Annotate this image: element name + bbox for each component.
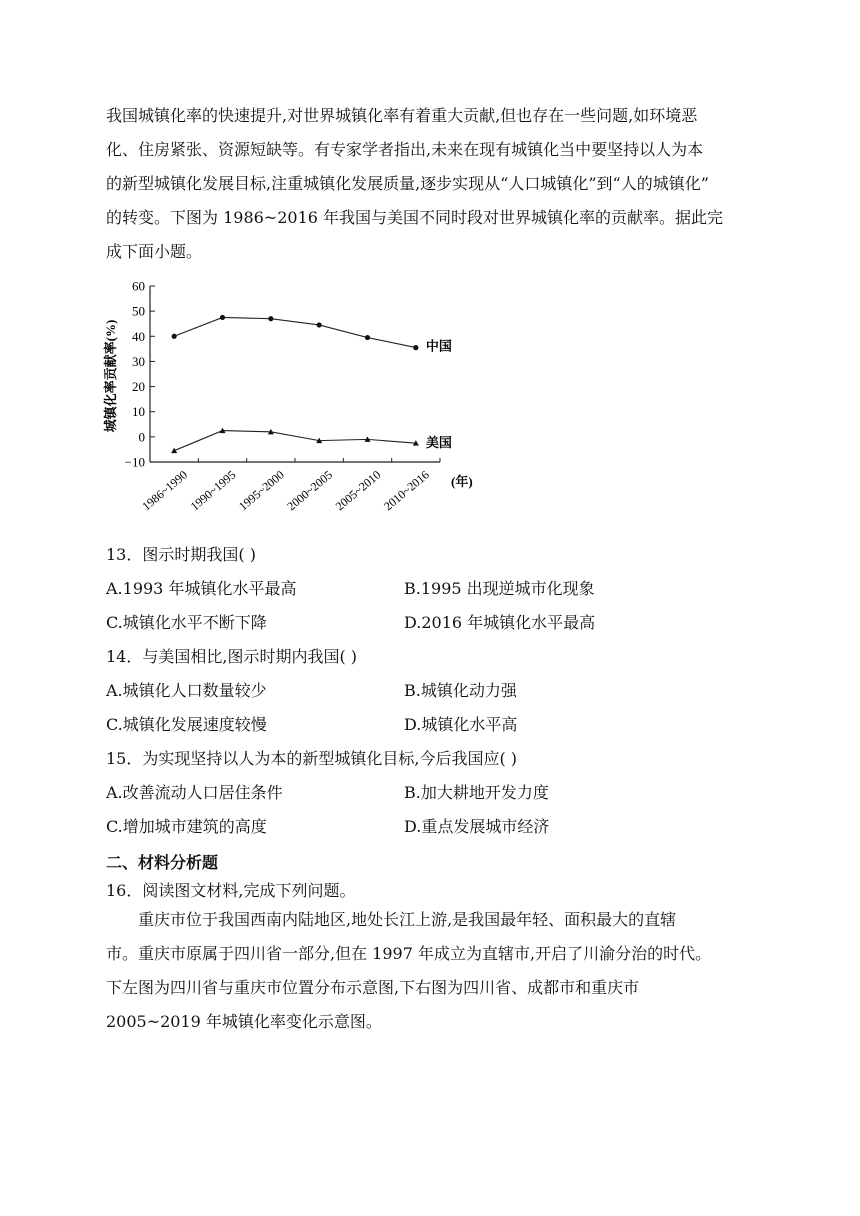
- material-line: 重庆市位于我国西南内陆地区,地处长江上游,是我国最年轻、面积最大的直辖: [138, 910, 677, 929]
- question-16-stem: 16．阅读图文材料,完成下列问题。: [106, 881, 356, 900]
- question-13-stem: 13．图示时期我国( ): [106, 545, 256, 564]
- question-15-stem: 15．为实现坚持以人为本的新型城镇化目标,今后我国应( ): [106, 749, 518, 768]
- data-point: [317, 322, 322, 327]
- material-line: 市。重庆市原属于四川省一部分,但在 1997 年成立为直辖市,开启了川渝分治的时代。: [106, 944, 712, 963]
- data-point: [268, 316, 273, 321]
- q13-option-b[interactable]: B.1995 出现逆城市化现象: [404, 579, 595, 598]
- intro-line: 的转变。下图为 1986~2016 年我国与美国不同时段对世界城镇化率的贡献率。据此完: [106, 208, 724, 227]
- q15-option-a[interactable]: A.改善流动人口居住条件: [106, 783, 283, 802]
- series-line-china: [174, 317, 416, 347]
- q14-option-a[interactable]: A.城镇化人口数量较少: [106, 681, 267, 700]
- y-tick-label: 30: [132, 353, 145, 369]
- x-tick-label: 2010~2016: [381, 467, 432, 514]
- y-tick-label: 0: [138, 429, 145, 445]
- series-label: 中国: [425, 338, 452, 354]
- q15-option-c[interactable]: C.增加城市建筑的高度: [106, 817, 267, 836]
- y-tick-label: 60: [132, 278, 145, 294]
- material-line: 下左图为四川省与重庆市位置分布示意图,下右图为四川省、成都市和重庆市: [106, 978, 640, 997]
- intro-line: 成下面小题。: [106, 242, 203, 261]
- data-point: [220, 315, 225, 320]
- series-line-usa: [174, 431, 416, 451]
- intro-line: 化、住房紧张、资源短缺等。有专家学者指出,未来在现有城镇化当中要坚持以人为本: [106, 140, 704, 159]
- y-tick-label: −10: [124, 454, 145, 470]
- question-14-stem: 14．与美国相比,图示时期内我国( ): [106, 647, 358, 666]
- y-axis-label: 城镇化率贡献率(%): [103, 319, 118, 433]
- y-tick-label: 20: [132, 379, 145, 395]
- y-tick-label: 50: [132, 303, 145, 319]
- q14-option-b[interactable]: B.城镇化动力强: [404, 681, 517, 700]
- urbanization-contribution-chart: [100, 272, 500, 534]
- section-2-title: 二、材料分析题: [106, 853, 219, 872]
- q15-option-b[interactable]: B.加大耕地开发力度: [404, 783, 549, 802]
- series-label: 美国: [425, 435, 452, 451]
- data-point: [172, 334, 177, 339]
- x-tick-label: 2000~2005: [284, 467, 336, 514]
- material-paragraph: [106, 903, 766, 1039]
- x-axis-label: (年): [451, 474, 473, 489]
- data-point: [365, 335, 370, 340]
- x-tick-label: 1986~1990: [139, 467, 191, 514]
- q14-option-c[interactable]: C.城镇化发展速度较慢: [106, 715, 267, 734]
- q13-option-d[interactable]: D.2016 年城镇化水平最高: [404, 613, 596, 632]
- q13-option-a[interactable]: A.1993 年城镇化水平最高: [106, 579, 297, 598]
- intro-line: 的新型城镇化发展目标,注重城镇化发展质量,逐步实现从“人口城镇化”到“人的城镇化”: [106, 174, 709, 193]
- q13-option-c[interactable]: C.城镇化水平不断下降: [106, 613, 267, 632]
- data-point: [171, 448, 177, 454]
- x-tick-label: 2005~2010: [332, 467, 384, 514]
- intro-paragraph: [106, 99, 756, 269]
- material-line: 2005~2019 年城镇化率变化示意图。: [106, 1012, 382, 1031]
- y-tick-label: 10: [132, 404, 145, 420]
- x-tick-label: 1990~1995: [187, 467, 239, 514]
- y-tick-label: 40: [132, 328, 145, 344]
- chart-axes: [150, 286, 440, 462]
- intro-line: 我国城镇化率的快速提升,对世界城镇化率有着重大贡献,但也存在一些问题,如环境恶: [106, 106, 698, 125]
- data-point: [413, 345, 418, 350]
- x-tick-label: 1995~2000: [236, 467, 287, 514]
- q15-option-d[interactable]: D.重点发展城市经济: [404, 817, 550, 836]
- q14-option-d[interactable]: D.城镇化水平高: [404, 715, 518, 734]
